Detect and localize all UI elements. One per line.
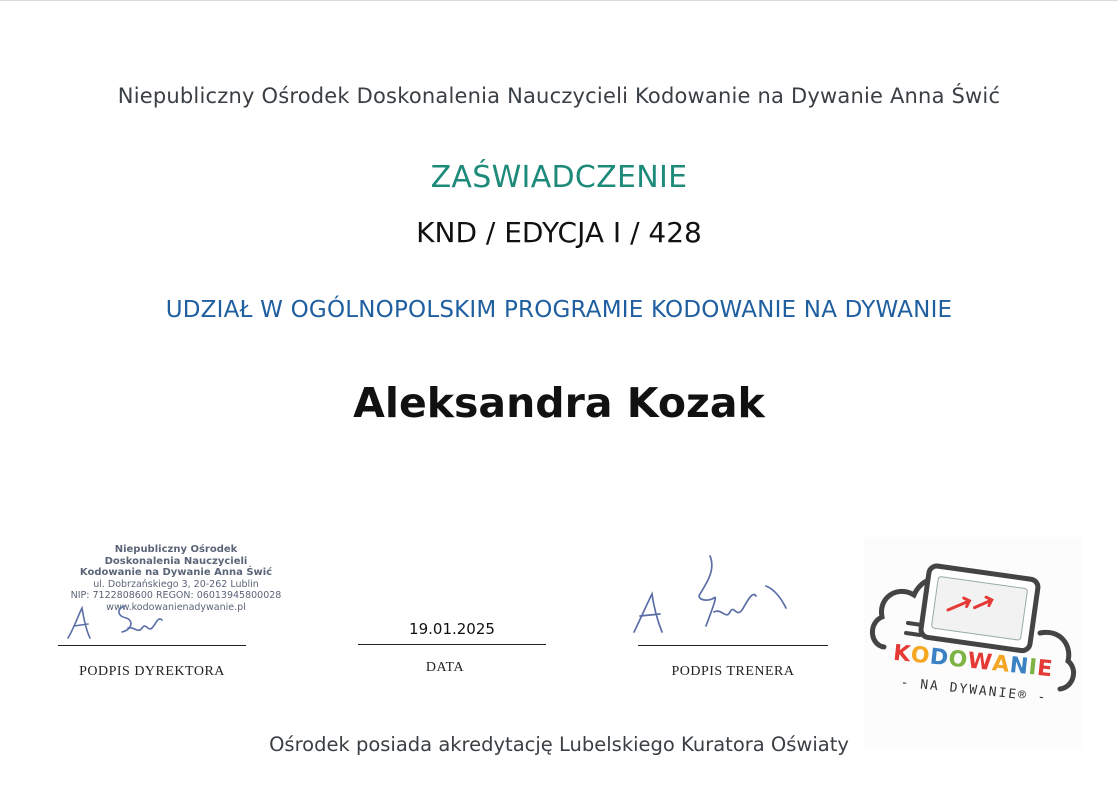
logo-letter: D — [928, 644, 950, 672]
stamp-line: ul. Dobrzańskiego 3, 20-262 Lublin — [93, 578, 259, 590]
stamp-line: Doskonalenia Nauczycieli — [104, 555, 248, 567]
trainer-signature-label: PODPIS TRENERA — [671, 664, 795, 679]
date-line — [358, 644, 546, 645]
logo-letter: A — [991, 651, 1012, 678]
trainer-signature-line — [638, 645, 828, 646]
stamp-line: NIP: 7122808600 REGON: 06013945800028 — [70, 590, 282, 601]
top-border — [0, 0, 1118, 1]
certificate-number: KND / EDYCJA I / 428 — [416, 216, 702, 249]
director-signature-label: PODPIS DYREKTORA — [79, 664, 225, 679]
accreditation-note: Ośrodek posiada akredytację Lubelskiego Kuratora Oświaty — [269, 733, 849, 756]
logo-letter: N — [1008, 652, 1030, 680]
logo-letter: W — [966, 648, 994, 676]
logo-letter: E — [1035, 655, 1054, 683]
logo-letter: O — [909, 642, 932, 670]
recipient-name: Aleksandra Kozak — [353, 379, 765, 427]
document-title: ZAŚWIADCZENIE — [430, 160, 688, 195]
stamp-line: Niepubliczny Ośrodek — [114, 544, 238, 555]
logo-letter: O — [947, 646, 969, 674]
stamp-line: www.kodowanienadywanie.pl — [106, 601, 246, 613]
trainer-signature-icon — [626, 550, 796, 640]
director-signature-line — [58, 645, 246, 646]
organization-name: Niepubliczny Ośrodek Doskonalenia Nauczycieli Kodowanie na Dywanie Anna Świć — [117, 84, 1001, 108]
logo-letter: K — [892, 640, 913, 668]
date-value: 19.01.2025 — [409, 620, 495, 638]
date-label: DATA — [425, 660, 465, 675]
director-signature-icon — [62, 598, 212, 646]
kodowanie-logo — [864, 537, 1082, 749]
logo-subtitle: - NA DYWANIE® - — [899, 675, 1049, 706]
program-name: UDZIAŁ W OGÓLNOPOLSKIM PROGRAMIE KODOWANIE NA DYWANIE — [165, 297, 953, 323]
logo-letter: I — [1027, 654, 1039, 681]
stamp-line: Kodowanie na Dywanie Anna Świć — [79, 567, 273, 578]
